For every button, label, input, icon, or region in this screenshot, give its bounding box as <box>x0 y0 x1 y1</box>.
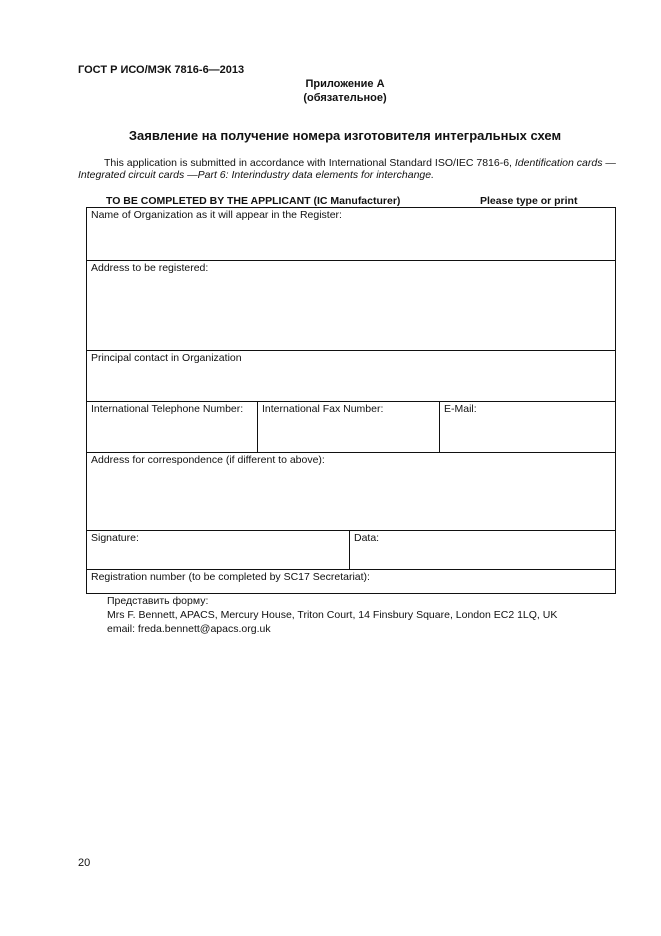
address-label: Address to be registered: <box>91 262 209 274</box>
registration-number-field[interactable] <box>87 570 615 593</box>
submit-form-label: Представить форму: <box>107 595 209 607</box>
email-field[interactable] <box>439 402 615 452</box>
telephone-field[interactable] <box>87 402 257 452</box>
telephone-label: International Telephone Number: <box>91 403 244 415</box>
print-instruction: Please type or print <box>480 195 578 207</box>
correspondence-address-row <box>87 452 615 530</box>
address-row <box>87 260 615 350</box>
submission-email: email: freda.bennett@apacs.org.uk <box>107 623 271 635</box>
submission-details <box>107 594 557 636</box>
signature-label: Signature: <box>91 532 139 544</box>
fax-label: International Fax Number: <box>262 403 384 415</box>
email-label: E-Mail: <box>444 403 477 415</box>
standard-designation: ГОСТ Р ИСО/МЭК 7816-6—2013 <box>78 64 245 76</box>
intro-paragraph <box>78 157 618 181</box>
annex-status: (обязательное) <box>303 92 387 104</box>
correspondence-address-field[interactable] <box>87 453 615 530</box>
intro-standard-title: Identification cards — Integrated circuit cards —Part 6: Interindustry data elements for interchange. <box>78 157 616 181</box>
registration-number-label: Registration number (to be completed by SC17 Secretariat): <box>91 571 370 583</box>
fax-field[interactable] <box>257 402 439 452</box>
organization-name-field[interactable] <box>87 208 615 260</box>
correspondence-address-label: Address for correspondence (if different to above): <box>91 454 325 466</box>
contact-numbers-row <box>87 401 615 452</box>
organization-name-label: Name of Organization as it will appear in the Register: <box>91 209 342 221</box>
signature-row <box>87 530 615 569</box>
principal-contact-field[interactable] <box>87 351 615 401</box>
intro-text: This application is submitted in accordance with International Standard ISO/IEC 7816-6, <box>104 157 515 169</box>
date-label: Data: <box>354 532 380 544</box>
annex-title: Приложение А <box>305 78 385 90</box>
signature-field[interactable] <box>87 531 349 569</box>
completion-instruction: TO BE COMPLETED BY THE APPLICANT (IC Manufacturer) <box>106 195 401 207</box>
page-number: 20 <box>78 857 91 869</box>
principal-contact-label: Principal contact in Organization <box>91 352 242 364</box>
organization-name-row <box>87 208 615 260</box>
registration-number-row <box>87 569 615 593</box>
principal-contact-row <box>87 350 615 401</box>
document-title: Заявление на получение номера изготовителя интегральных схем <box>128 128 562 143</box>
address-field[interactable] <box>87 261 615 350</box>
annex-heading <box>0 77 661 105</box>
application-form <box>86 207 616 594</box>
submission-address: Mrs F. Bennett, APACS, Mercury House, Triton Court, 14 Finsbury Square, London EC2 1LQ, UK <box>107 609 558 621</box>
date-field[interactable] <box>349 531 615 569</box>
